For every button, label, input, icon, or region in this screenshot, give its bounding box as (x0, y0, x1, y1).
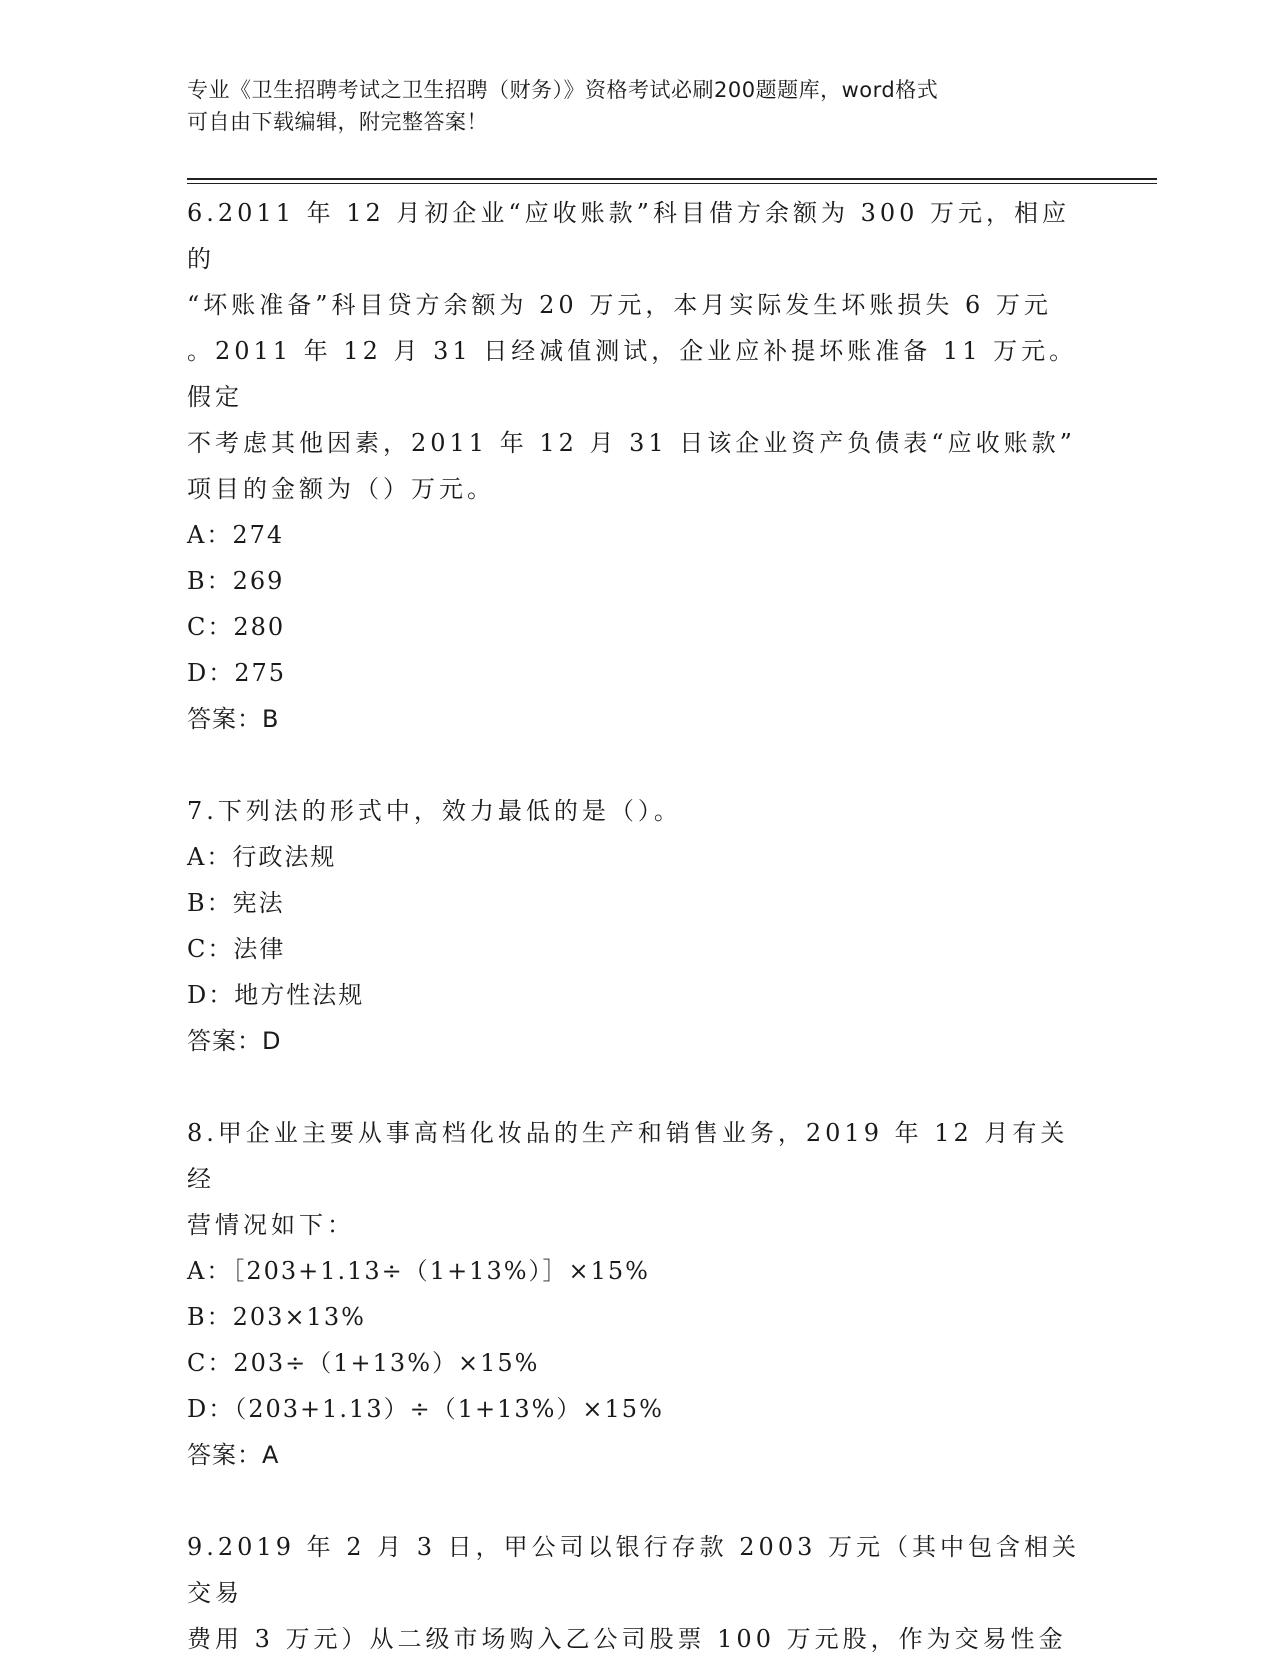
option-d: D：（203+1.13）÷（1+13%）×15% (187, 1395, 664, 1423)
answer: 答案：A (187, 1441, 280, 1469)
spacer (187, 1064, 1087, 1110)
spacer (187, 1478, 1087, 1524)
question-stem-line: 营情况如下： (187, 1211, 355, 1239)
question-stem-line: 6.2011 年 12 月初企业“应收账款”科目借方余额为 300 万元，相应的 (187, 199, 1071, 273)
answer: 答案：D (187, 1027, 282, 1055)
option-b: B：269 (187, 567, 285, 595)
question-stem-line: 项目的金额为（）万元。 (187, 475, 495, 503)
question-stem-line: 8.甲企业主要从事高档化妆品的生产和销售业务，2019 年 12 月有关经 (187, 1119, 1069, 1193)
answer: 答案：B (187, 705, 280, 733)
question-stem-line: 。2011 年 12 月 31 日经减值测试，企业应补提坏账准备 11 万元。假定 (187, 337, 1078, 411)
question-stem-line: 7.下列法的形式中，效力最低的是（）。 (187, 797, 682, 825)
question-6 (187, 190, 1087, 742)
header-line-1: 专业《卫生招聘考试之卫生招聘（财务）》资格考试必刷200题题库，word格式 (187, 78, 939, 102)
document-header (187, 74, 1087, 138)
option-a: A：274 (187, 521, 285, 549)
question-7 (187, 788, 1087, 1064)
question-stem-line: 不考虑其他因素，2011 年 12 月 31 日该企业资产负债表“应收账款” (187, 429, 1076, 457)
question-9 (187, 1524, 1087, 1662)
option-c: C：203÷（1+13%）×15% (187, 1349, 540, 1377)
option-d: D：地方性法规 (187, 981, 365, 1009)
question-8 (187, 1110, 1087, 1478)
question-stem-line: 费用 3 万元）从二级市场购入乙公司股票 100 万元股，作为交易性金 (187, 1625, 1067, 1653)
option-d: D：275 (187, 659, 287, 687)
question-stem-line: “坏账准备”科目贷方余额为 20 万元，本月实际发生坏账损失 6 万元 (187, 291, 1052, 319)
header-line-2: 可自由下载编辑，附完整答案！ (187, 110, 488, 134)
option-b: B：宪法 (187, 889, 285, 917)
option-a: A：［203+1.13÷（1+13%）］×15% (187, 1257, 650, 1285)
option-a: A：行政法规 (187, 843, 337, 871)
question-list (187, 190, 1087, 1662)
option-b: B：203×13% (187, 1303, 366, 1331)
spacer (187, 742, 1087, 788)
header-rule-thin (187, 183, 1157, 184)
option-c: C：280 (187, 613, 286, 641)
question-stem-line: 9.2019 年 2 月 3 日，甲公司以银行存款 2003 万元（其中包含相关交易 (187, 1533, 1080, 1607)
option-c: C：法律 (187, 935, 286, 963)
header-rule-thick (187, 178, 1157, 180)
